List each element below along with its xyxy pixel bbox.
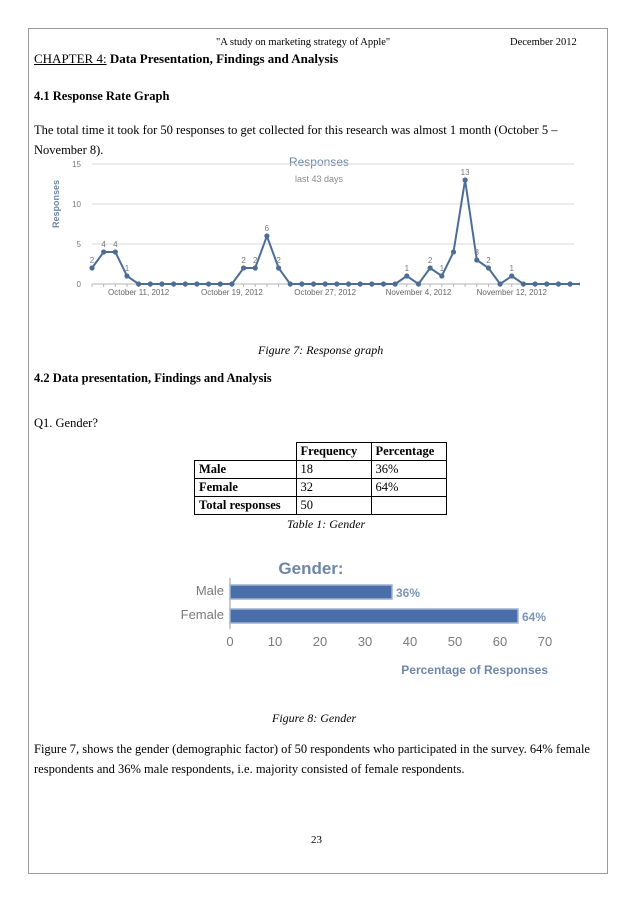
data-label: 3 [474,248,480,257]
header-title: "A study on marketing strategy of Apple" [216,37,391,48]
x-tick-label: October 11, 2012 [108,288,170,297]
y-tick-label: 10 [72,200,81,209]
data-point [299,281,304,286]
data-point [556,281,561,286]
row-percentage [371,497,446,515]
row-frequency: 18 [296,461,371,479]
response-line-chart [40,152,580,302]
chapter-title: Data Presentation, Findings and Analysis [106,51,339,66]
data-point [124,273,129,278]
x-tick-label: 20 [312,634,328,649]
x-tick-label: October 19, 2012 [201,288,263,297]
data-point [474,257,479,262]
x-tick-label: 10 [267,634,283,649]
section1-paragraph: The total time it took for 50 responses to get collected for this research was almost 1 month (October 5 – November 8). [34,123,558,157]
x-tick-label: 30 [357,634,373,649]
data-point [101,249,106,254]
y-axis-title: Responses [51,179,61,229]
data-label: 4 [113,240,118,249]
data-point [276,265,281,270]
data-point [218,281,223,286]
data-label: 2 [276,256,281,265]
data-point [439,273,444,278]
table1-caption: Table 1: Gender [287,517,366,531]
x-tick-labels [226,634,552,649]
table-row [195,479,447,497]
page-number: 23 [311,834,322,846]
section2-heading: 4.2 Data presentation, Findings and Analysis [34,371,272,385]
table-row [195,497,447,515]
data-point [241,265,246,270]
series-line [89,180,580,284]
data-point [206,281,211,286]
data-point [194,281,199,286]
data-point [509,273,514,278]
x-tick-label: 60 [492,634,508,649]
data-label: 2 [89,256,95,265]
data-point [264,233,269,238]
data-point [171,281,176,286]
bar-value-label: 64% [522,610,547,624]
x-tick-label: November 4, 2012 [385,288,452,297]
data-point [113,249,118,254]
data-point [229,281,234,286]
bar-chart-title: Gender: [278,559,344,578]
data-point [381,281,386,286]
data-label: 2 [486,256,491,265]
data-point [346,281,351,286]
table-header-row [195,443,447,461]
data-point [369,281,374,286]
row-percentage: 36% [371,461,446,479]
header-date: December 2012 [510,37,577,48]
data-point [148,281,153,286]
data-point [544,281,549,286]
table-header-frequency: Frequency [296,443,371,461]
data-point [498,281,503,286]
table-corner-cell [195,443,297,461]
data-point [136,281,141,286]
data-point [463,177,468,182]
data-point [358,281,363,286]
data-label: 4 [101,240,106,249]
chart-title: Responses [288,155,350,169]
category-label: Female [180,607,224,622]
bar [230,585,392,599]
data-point [334,281,339,286]
table-header-percentage: Percentage [371,443,446,461]
chapter-label: CHAPTER 4: [34,51,107,66]
gender-bar-chart [160,553,580,683]
data-point [532,281,537,286]
row-label: Total responses [195,497,297,515]
data-point [183,281,188,286]
category-labels [181,583,224,622]
data-label: 1 [404,264,410,273]
row-label: Male [195,461,297,479]
y-tick-label: 0 [76,280,81,289]
data-label: 2 [427,256,433,265]
data-point [89,265,94,270]
question1: Q1. Gender? [34,416,98,430]
chapter-heading [34,51,338,67]
section1-heading: 4.1 Response Rate Graph [34,89,170,103]
data-point [393,281,398,286]
data-point [428,265,433,270]
row-frequency: 50 [296,497,371,515]
row-frequency: 32 [296,479,371,497]
data-point [159,281,164,286]
figure7-caption: Figure 7: Response graph [258,343,384,357]
data-point [253,265,258,270]
data-point [323,281,328,286]
data-point [486,265,491,270]
data-label: 2 [253,256,258,265]
data-point [288,281,293,286]
x-tick-label: 40 [402,634,418,649]
data-label: 6 [264,224,270,233]
x-tick-label: November 12, 2012 [476,288,547,297]
data-point [521,281,526,286]
x-tick-label: 0 [226,634,234,649]
data-point [311,281,316,286]
closing-paragraph: Figure 7, shows the gender (demographic factor) of 50 respondents who participated in the survey. 64% female respondents and 36% male respondents, i.e. majority consisted of female respondents. [34,742,590,776]
data-label: 2 [241,256,246,265]
x-tick-label: 50 [447,634,463,649]
figure8-caption: Figure 8: Gender [272,711,357,725]
series-points [89,177,580,286]
bar-value-label: 36% [396,586,421,600]
data-label: 1 [509,264,514,273]
x-tick-labels [108,288,547,297]
data-point [404,273,409,278]
data-point [579,281,580,286]
data-point [451,249,456,254]
category-label: Male [195,583,224,598]
data-label: 1 [439,264,445,273]
x-tick-label: 70 [537,634,553,649]
bar [230,609,518,623]
row-label: Female [195,479,297,497]
data-point [567,281,572,286]
x-tick-label: October 27, 2012 [294,288,357,297]
table-row [195,461,447,479]
y-tick-label: 5 [76,240,81,249]
data-label: 13 [460,168,470,177]
x-axis-title: Percentage of Responses [401,663,548,677]
data-label: 1 [124,264,130,273]
gender-table [194,442,447,515]
data-point [416,281,421,286]
y-tick-label: 15 [72,160,81,169]
y-tick-labels [72,160,81,289]
bars [230,585,518,623]
row-percentage: 64% [371,479,446,497]
chart-subtitle: last 43 days [294,174,344,184]
